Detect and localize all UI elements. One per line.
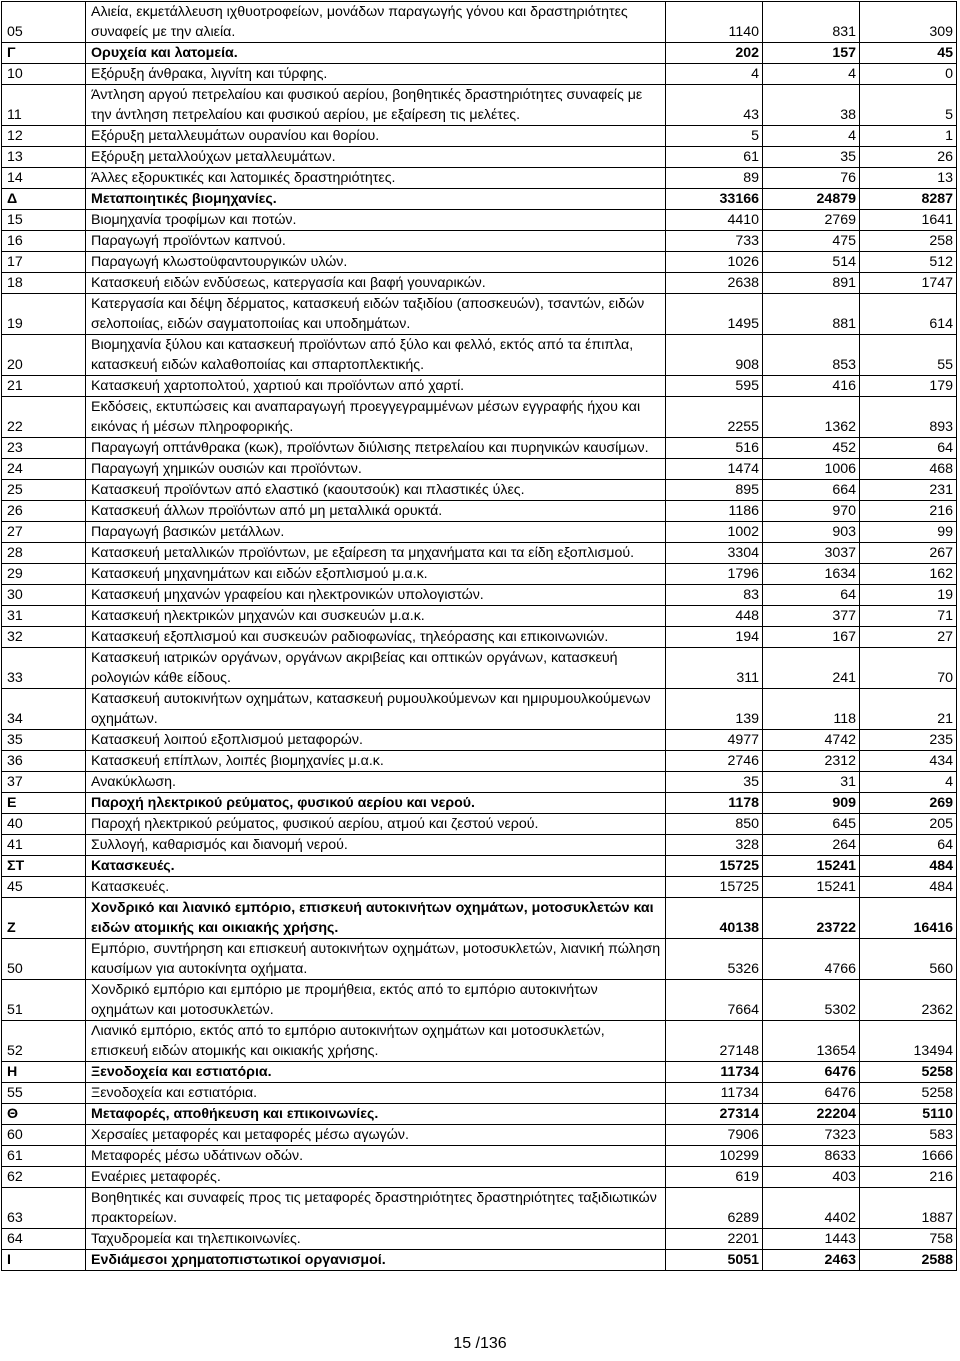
table-row [2, 564, 957, 585]
table-row [2, 730, 957, 751]
row-value-1: 4410 [666, 210, 763, 231]
row-value-3: 179 [860, 376, 957, 397]
row-value-3: 560 [860, 939, 957, 980]
table-row [2, 1062, 957, 1083]
row-value-1: 7664 [666, 980, 763, 1021]
row-value-3: 758 [860, 1229, 957, 1250]
row-value-3: 71 [860, 606, 957, 627]
row-value-2: 241 [763, 648, 860, 689]
row-value-3: 5258 [860, 1062, 957, 1083]
row-value-2: 514 [763, 252, 860, 273]
row-value-1: 328 [666, 835, 763, 856]
row-value-3: 583 [860, 1125, 957, 1146]
row-description: Κατασκευή μηχανών γραφείου και ηλεκτρονικών υπολογιστών. [86, 585, 666, 606]
row-value-2: 23722 [763, 898, 860, 939]
table-row [2, 751, 957, 772]
row-value-3: 64 [860, 835, 957, 856]
row-value-3: 512 [860, 252, 957, 273]
row-value-1: 5326 [666, 939, 763, 980]
row-value-1: 61 [666, 147, 763, 168]
row-value-3: 99 [860, 522, 957, 543]
row-code: Η [2, 1062, 86, 1083]
row-description: Κατασκευή χαρτοπολτού, χαρτιού και προϊόντων από χαρτί. [86, 376, 666, 397]
row-value-1: 11734 [666, 1083, 763, 1104]
table-row [2, 772, 957, 793]
row-value-1: 27314 [666, 1104, 763, 1125]
table-row [2, 438, 957, 459]
row-description: Παραγωγή κλωστοϋφαντουργικών υλών. [86, 252, 666, 273]
row-value-2: 38 [763, 85, 860, 126]
row-code: 32 [2, 627, 86, 648]
row-value-1: 1002 [666, 522, 763, 543]
row-value-2: 15241 [763, 877, 860, 898]
row-value-3: 267 [860, 543, 957, 564]
row-value-2: 64 [763, 585, 860, 606]
table-row [2, 856, 957, 877]
row-value-1: 1495 [666, 294, 763, 335]
row-value-1: 2638 [666, 273, 763, 294]
row-value-2: 903 [763, 522, 860, 543]
row-code: 60 [2, 1125, 86, 1146]
row-value-1: 1140 [666, 2, 763, 43]
row-value-2: 76 [763, 168, 860, 189]
row-description: Κατασκευή μηχανημάτων και ειδών εξοπλισμού μ.α.κ. [86, 564, 666, 585]
row-value-3: 55 [860, 335, 957, 376]
row-value-2: 416 [763, 376, 860, 397]
table-row [2, 147, 957, 168]
row-code: 10 [2, 64, 86, 85]
row-value-1: 83 [666, 585, 763, 606]
row-value-2: 15241 [763, 856, 860, 877]
row-value-3: 1887 [860, 1188, 957, 1229]
row-description: Κατασκευή μεταλλικών προϊόντων, με εξαίρεση τα μηχανήματα και τα είδη εξοπλισμού. [86, 543, 666, 564]
row-value-2: 7323 [763, 1125, 860, 1146]
row-code: 13 [2, 147, 86, 168]
row-value-3: 205 [860, 814, 957, 835]
table-row [2, 606, 957, 627]
table-row [2, 1125, 957, 1146]
row-description: Εξόρυξη μεταλλούχων μεταλλευμάτων. [86, 147, 666, 168]
table-row [2, 189, 957, 210]
row-value-1: 10299 [666, 1146, 763, 1167]
row-description: Κατασκευές. [86, 877, 666, 898]
table-row [2, 689, 957, 730]
row-value-2: 5302 [763, 980, 860, 1021]
table-row [2, 898, 957, 939]
row-description: Ορυχεία και λατομεία. [86, 43, 666, 64]
row-code: 55 [2, 1083, 86, 1104]
table-row [2, 543, 957, 564]
row-value-1: 194 [666, 627, 763, 648]
row-value-3: 434 [860, 751, 957, 772]
table-body [2, 2, 957, 1271]
row-code: 23 [2, 438, 86, 459]
row-value-2: 24879 [763, 189, 860, 210]
row-code: 20 [2, 335, 86, 376]
row-value-1: 89 [666, 168, 763, 189]
statistics-table [1, 1, 957, 1271]
row-description: Παραγωγή προϊόντων καπνού. [86, 231, 666, 252]
row-code: 31 [2, 606, 86, 627]
row-value-1: 43 [666, 85, 763, 126]
table-row [2, 376, 957, 397]
row-description: Παροχή ηλεκτρικού ρεύματος, φυσικού αερίου, ατμού και ζεστού νερού. [86, 814, 666, 835]
row-code: 14 [2, 168, 86, 189]
row-code: 36 [2, 751, 86, 772]
row-value-1: 27148 [666, 1021, 763, 1062]
table-row [2, 1083, 957, 1104]
row-code: 63 [2, 1188, 86, 1229]
row-value-1: 311 [666, 648, 763, 689]
row-value-1: 1178 [666, 793, 763, 814]
row-value-3: 8287 [860, 189, 957, 210]
row-value-3: 235 [860, 730, 957, 751]
row-description: Εκδόσεις, εκτυπώσεις και αναπαραγωγή προεγγεγραμμένων μέσων εγγραφής ήχου και εικόνας ή μέσων πληροφορικής. [86, 397, 666, 438]
row-description: Κατασκευή αυτοκινήτων οχημάτων, κατασκευή ρυμουλκούμενων και ημιρυμουλκούμενων οχημάτων. [86, 689, 666, 730]
row-value-3: 2362 [860, 980, 957, 1021]
row-value-1: 2201 [666, 1229, 763, 1250]
row-code: 22 [2, 397, 86, 438]
row-value-2: 4 [763, 126, 860, 147]
row-description: Βιομηχανία τροφίμων και ποτών. [86, 210, 666, 231]
row-code: 19 [2, 294, 86, 335]
row-value-3: 64 [860, 438, 957, 459]
row-description: Κατασκευή ειδών ενδύσεως, κατεργασία και βαφή γουναρικών. [86, 273, 666, 294]
row-value-1: 2255 [666, 397, 763, 438]
row-code: Ι [2, 1250, 86, 1271]
table-row [2, 335, 957, 376]
row-value-2: 35 [763, 147, 860, 168]
row-value-1: 619 [666, 1167, 763, 1188]
row-value-3: 26 [860, 147, 957, 168]
row-code: 33 [2, 648, 86, 689]
row-description: Κατασκευή άλλων προϊόντων από μη μεταλλικά ορυκτά. [86, 501, 666, 522]
table-row [2, 459, 957, 480]
table-row [2, 252, 957, 273]
row-description: Εξόρυξη μεταλλευμάτων ουρανίου και θορίου. [86, 126, 666, 147]
row-value-2: 664 [763, 480, 860, 501]
table-row [2, 877, 957, 898]
row-description: Μεταφορές, αποθήκευση και επικοινωνίες. [86, 1104, 666, 1125]
row-value-3: 162 [860, 564, 957, 585]
row-code: 27 [2, 522, 86, 543]
row-value-3: 1 [860, 126, 957, 147]
row-value-3: 1641 [860, 210, 957, 231]
row-value-1: 7906 [666, 1125, 763, 1146]
row-description: Ενδιάμεσοι χρηματοπιστωτικοί οργανισμοί. [86, 1250, 666, 1271]
row-code: 11 [2, 85, 86, 126]
row-code: Γ [2, 43, 86, 64]
row-description: Βιομηχανία ξύλου και κατασκευή προϊόντων από ξύλο και φελλό, εκτός από τα έπιπλα, κατασκευή ειδών καλαθοποιίας και σπαρτοπλεκτικής. [86, 335, 666, 376]
row-value-3: 893 [860, 397, 957, 438]
table-row [2, 168, 957, 189]
row-value-2: 4 [763, 64, 860, 85]
row-code: 62 [2, 1167, 86, 1188]
row-value-3: 269 [860, 793, 957, 814]
row-value-2: 2769 [763, 210, 860, 231]
row-value-1: 11734 [666, 1062, 763, 1083]
row-value-3: 216 [860, 501, 957, 522]
row-description: Παραγωγή βασικών μετάλλων. [86, 522, 666, 543]
table-row [2, 1146, 957, 1167]
row-value-2: 157 [763, 43, 860, 64]
row-code: Θ [2, 1104, 86, 1125]
row-code: 50 [2, 939, 86, 980]
row-code: 15 [2, 210, 86, 231]
row-code: 45 [2, 877, 86, 898]
row-value-1: 5051 [666, 1250, 763, 1271]
row-value-2: 1634 [763, 564, 860, 585]
table-row [2, 1188, 957, 1229]
row-value-2: 4742 [763, 730, 860, 751]
row-code: 24 [2, 459, 86, 480]
row-value-2: 31 [763, 772, 860, 793]
row-description: Εναέριες μεταφορές. [86, 1167, 666, 1188]
table-row [2, 1250, 957, 1271]
table-row [2, 585, 957, 606]
row-value-3: 484 [860, 877, 957, 898]
row-code: 12 [2, 126, 86, 147]
row-code: 16 [2, 231, 86, 252]
row-description: Κατεργασία και δέψη δέρματος, κατασκευή ειδών ταξιδίου (αποσκευών), τσαντών, ειδών σελοποιίας, ειδών σαγματοποιίας και υποδημάτων. [86, 294, 666, 335]
row-value-3: 27 [860, 627, 957, 648]
row-description: Άλλες εξορυκτικές και λατομικές δραστηριότητες. [86, 168, 666, 189]
row-value-1: 35 [666, 772, 763, 793]
row-description: Κατασκευή εξοπλισμού και συσκευών ραδιοφωνίας, τηλεόρασης και επικοινωνιών. [86, 627, 666, 648]
row-value-2: 13654 [763, 1021, 860, 1062]
row-code: 64 [2, 1229, 86, 1250]
row-description: Κατασκευή ιατρικών οργάνων, οργάνων ακριβείας και οπτικών οργάνων, κατασκευή ρολογιών κάθε είδους. [86, 648, 666, 689]
row-value-1: 139 [666, 689, 763, 730]
row-value-3: 13494 [860, 1021, 957, 1062]
row-value-2: 377 [763, 606, 860, 627]
row-value-3: 258 [860, 231, 957, 252]
row-value-1: 6289 [666, 1188, 763, 1229]
row-value-2: 452 [763, 438, 860, 459]
table-row [2, 64, 957, 85]
row-value-1: 1186 [666, 501, 763, 522]
table-row [2, 85, 957, 126]
row-value-2: 2312 [763, 751, 860, 772]
table-row [2, 939, 957, 980]
row-code: ΣΤ [2, 856, 86, 877]
row-value-1: 5 [666, 126, 763, 147]
table-row [2, 501, 957, 522]
row-code: 40 [2, 814, 86, 835]
row-value-3: 231 [860, 480, 957, 501]
table-row [2, 1021, 957, 1062]
row-code: Ε [2, 793, 86, 814]
row-value-2: 645 [763, 814, 860, 835]
row-description: Μεταφορές μέσω υδάτινων οδών. [86, 1146, 666, 1167]
row-value-2: 1006 [763, 459, 860, 480]
row-code: 25 [2, 480, 86, 501]
table-row [2, 397, 957, 438]
row-value-1: 1474 [666, 459, 763, 480]
row-code: 28 [2, 543, 86, 564]
row-description: Λιανικό εμπόριο, εκτός από το εμπόριο αυτοκινήτων οχημάτων και μοτοσυκλετών, επισκευή ειδών ατομικής και οικιακής χρήσης. [86, 1021, 666, 1062]
row-description: Ανακύκλωση. [86, 772, 666, 793]
row-value-2: 970 [763, 501, 860, 522]
row-value-1: 15725 [666, 856, 763, 877]
row-value-2: 403 [763, 1167, 860, 1188]
row-code: 17 [2, 252, 86, 273]
row-description: Ξενοδοχεία και εστιατόρια. [86, 1062, 666, 1083]
row-description: Παραγωγή οπτάνθρακα (κωκ), προϊόντων διύλισης πετρελαίου και πυρηνικών καυσίμων. [86, 438, 666, 459]
row-value-3: 1666 [860, 1146, 957, 1167]
row-code: 29 [2, 564, 86, 585]
row-value-3: 16416 [860, 898, 957, 939]
table-row [2, 980, 957, 1021]
row-value-3: 614 [860, 294, 957, 335]
row-code: 51 [2, 980, 86, 1021]
table-row [2, 231, 957, 252]
row-value-2: 264 [763, 835, 860, 856]
row-value-2: 22204 [763, 1104, 860, 1125]
row-value-3: 0 [860, 64, 957, 85]
table-row [2, 126, 957, 147]
table-row [2, 793, 957, 814]
table-row [2, 835, 957, 856]
row-description: Κατασκευή προϊόντων από ελαστικό (καουτσούκ) και πλαστικές ύλες. [86, 480, 666, 501]
row-value-3: 1747 [860, 273, 957, 294]
row-value-2: 167 [763, 627, 860, 648]
row-value-1: 202 [666, 43, 763, 64]
row-description: Εμπόριο, συντήρηση και επισκευή αυτοκινήτων οχημάτων, μοτοσυκλετών, λιανική πώληση καυσίμων για αυτοκίνητα οχήματα. [86, 939, 666, 980]
row-value-1: 908 [666, 335, 763, 376]
table-row [2, 522, 957, 543]
row-description: Άντληση αργού πετρελαίου και φυσικού αερίου, βοηθητικές δραστηριότητες συναφείς με την άντληση πετρελαίου και φυσικού αερίου, με εξαίρεση τις μελέτες. [86, 85, 666, 126]
row-value-3: 5 [860, 85, 957, 126]
table-row [2, 210, 957, 231]
row-description: Κατασκευή ηλεκτρικών μηχανών και συσκευών μ.α.κ. [86, 606, 666, 627]
row-description: Ταχυδρομεία και τηλεπικοινωνίες. [86, 1229, 666, 1250]
row-description: Συλλογή, καθαρισμός και διανομή νερού. [86, 835, 666, 856]
row-code: 41 [2, 835, 86, 856]
row-value-3: 45 [860, 43, 957, 64]
table-row [2, 648, 957, 689]
row-code: 34 [2, 689, 86, 730]
row-value-1: 1796 [666, 564, 763, 585]
row-code: 21 [2, 376, 86, 397]
table-row [2, 1104, 957, 1125]
row-value-1: 733 [666, 231, 763, 252]
row-description: Βοηθητικές και συναφείς προς τις μεταφορές δραστηριότητες δραστηριότητες ταξιδιωτικών πρακτορείων. [86, 1188, 666, 1229]
row-value-3: 5258 [860, 1083, 957, 1104]
row-value-1: 850 [666, 814, 763, 835]
row-description: Παροχή ηλεκτρικού ρεύματος, φυσικού αερίου και νερού. [86, 793, 666, 814]
row-code: 26 [2, 501, 86, 522]
row-value-1: 595 [666, 376, 763, 397]
row-code: 05 [2, 2, 86, 43]
row-value-2: 8633 [763, 1146, 860, 1167]
row-description: Κατασκευές. [86, 856, 666, 877]
row-description: Παραγωγή χημικών ουσιών και προϊόντων. [86, 459, 666, 480]
table-row [2, 480, 957, 501]
row-value-3: 2588 [860, 1250, 957, 1271]
row-value-2: 1362 [763, 397, 860, 438]
row-code: Ζ [2, 898, 86, 939]
row-value-1: 448 [666, 606, 763, 627]
row-value-3: 5110 [860, 1104, 957, 1125]
row-description: Ξενοδοχεία και εστιατόρια. [86, 1083, 666, 1104]
page-number: 15 /136 [453, 1335, 507, 1352]
row-description: Κατασκευή επίπλων, λοιπές βιομηχανίες μ.α.κ. [86, 751, 666, 772]
row-value-3: 70 [860, 648, 957, 689]
row-value-1: 40138 [666, 898, 763, 939]
row-value-1: 1026 [666, 252, 763, 273]
table-row [2, 1167, 957, 1188]
table-row [2, 1229, 957, 1250]
row-value-1: 516 [666, 438, 763, 459]
row-value-2: 881 [763, 294, 860, 335]
table-row [2, 43, 957, 64]
row-value-2: 2463 [763, 1250, 860, 1271]
row-value-1: 15725 [666, 877, 763, 898]
row-value-3: 484 [860, 856, 957, 877]
row-description: Χερσαίες μεταφορές και μεταφορές μέσω αγωγών. [86, 1125, 666, 1146]
row-code: 35 [2, 730, 86, 751]
row-code: Δ [2, 189, 86, 210]
table-row [2, 627, 957, 648]
row-description: Κατασκευή λοιπού εξοπλισμού μεταφορών. [86, 730, 666, 751]
row-code: 52 [2, 1021, 86, 1062]
row-value-3: 21 [860, 689, 957, 730]
row-code: 30 [2, 585, 86, 606]
row-description: Αλιεία, εκμετάλλευση ιχθυοτροφείων, μονάδων παραγωγής γόνου και δραστηριότητες συναφείς με την αλιεία. [86, 2, 666, 43]
table-row [2, 294, 957, 335]
row-value-1: 895 [666, 480, 763, 501]
row-value-1: 33166 [666, 189, 763, 210]
row-value-2: 891 [763, 273, 860, 294]
row-value-2: 909 [763, 793, 860, 814]
row-description: Εξόρυξη άνθρακα, λιγνίτη και τύρφης. [86, 64, 666, 85]
row-code: 37 [2, 772, 86, 793]
row-value-1: 4977 [666, 730, 763, 751]
row-value-2: 6476 [763, 1083, 860, 1104]
row-value-3: 216 [860, 1167, 957, 1188]
row-description: Χονδρικό και λιανικό εμπόριο, επισκευή αυτοκινήτων οχημάτων, μοτοσυκλετών και ειδών ατομικής και οικιακής χρήσης. [86, 898, 666, 939]
row-value-3: 309 [860, 2, 957, 43]
row-value-3: 19 [860, 585, 957, 606]
row-value-2: 1443 [763, 1229, 860, 1250]
table-row [2, 2, 957, 43]
row-value-3: 468 [860, 459, 957, 480]
row-value-2: 3037 [763, 543, 860, 564]
row-value-3: 4 [860, 772, 957, 793]
row-value-1: 3304 [666, 543, 763, 564]
row-value-2: 831 [763, 2, 860, 43]
row-value-2: 475 [763, 231, 860, 252]
row-description: Μεταποιητικές βιομηχανίες. [86, 189, 666, 210]
row-value-2: 6476 [763, 1062, 860, 1083]
row-value-2: 853 [763, 335, 860, 376]
row-code: 18 [2, 273, 86, 294]
table-row [2, 273, 957, 294]
row-value-2: 118 [763, 689, 860, 730]
row-code: 61 [2, 1146, 86, 1167]
table-row [2, 814, 957, 835]
row-value-2: 4402 [763, 1188, 860, 1229]
row-description: Χονδρικό εμπόριο και εμπόριο με προμήθεια, εκτός από το εμπόριο αυτοκινήτων οχημάτων και μοτοσυκλετών. [86, 980, 666, 1021]
row-value-1: 4 [666, 64, 763, 85]
row-value-2: 4766 [763, 939, 860, 980]
row-value-1: 2746 [666, 751, 763, 772]
row-value-3: 13 [860, 168, 957, 189]
